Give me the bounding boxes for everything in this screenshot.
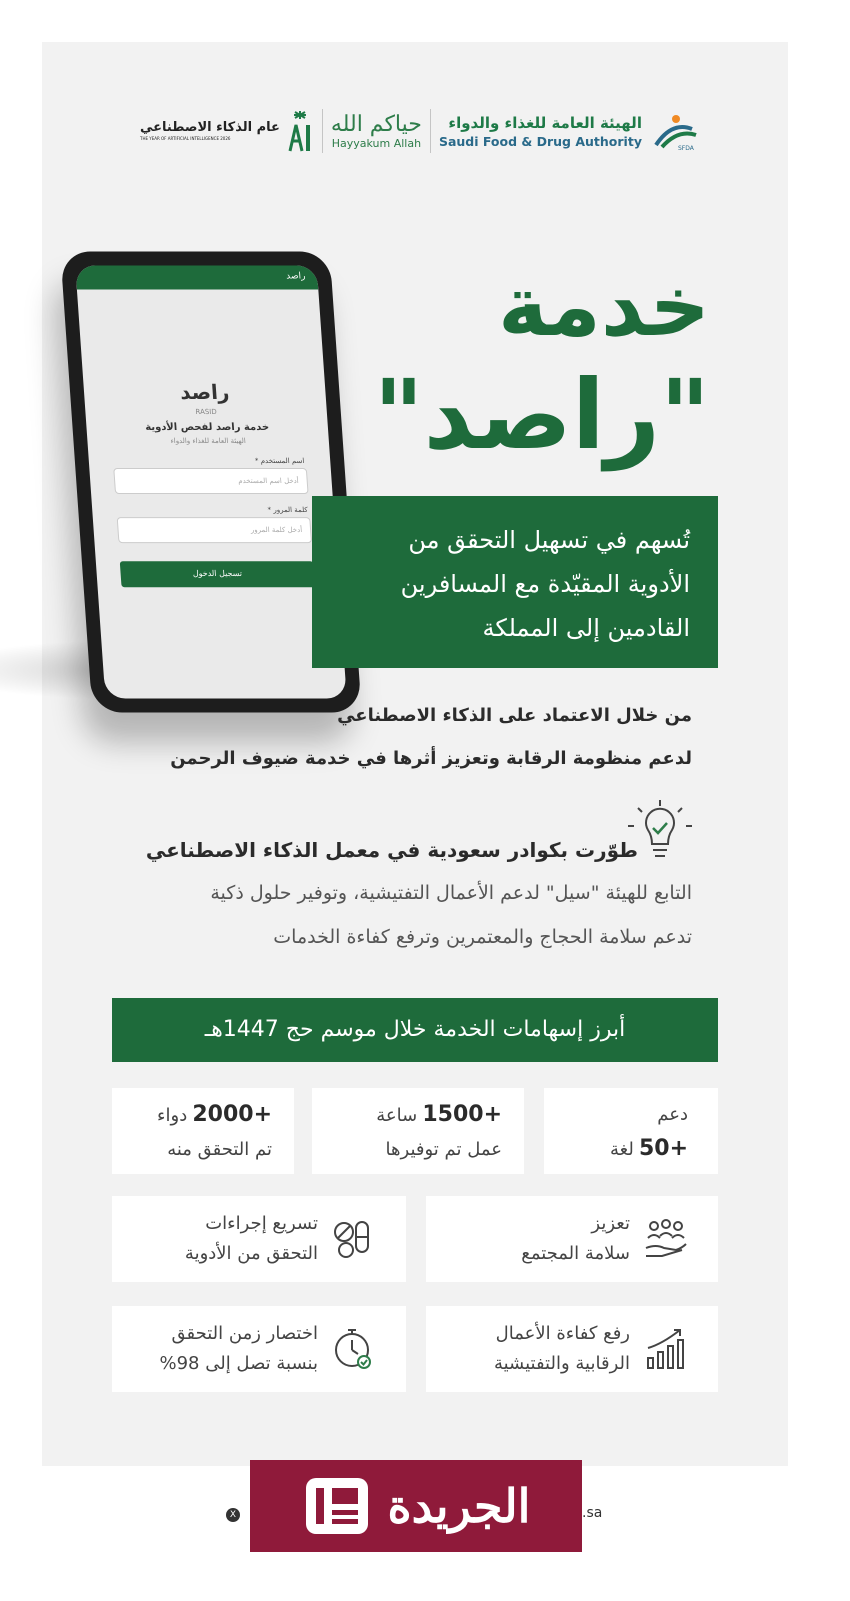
description-line: تُسهم في تسهيل التحقق من (408, 526, 690, 554)
stat-unit: لغة (610, 1139, 634, 1160)
stat-value: +50 (638, 1136, 688, 1161)
screen-app-bar: راصد (75, 265, 318, 289)
feature-line: الرقابية والتفتيشية (493, 1353, 630, 1374)
stat-unit: دواء (157, 1105, 188, 1126)
stopwatch-icon (328, 1324, 376, 1372)
feature-line: رفع كفاءة الأعمال (495, 1323, 630, 1344)
phone-mockup (76, 252, 346, 722)
growth-chart-icon (642, 1324, 690, 1372)
sfda-name-en: Saudi Food & Drug Authority (438, 133, 642, 149)
ai-logo-sub: THE YEAR OF ARTIFICIAL INTELLIGENCE 2026 (140, 136, 231, 141)
aljarida-logo-band (250, 1460, 582, 1552)
hayyakum-en: Hayyakum Allah (331, 136, 422, 150)
sfda-mark-icon (652, 111, 700, 151)
pills-icon (328, 1214, 376, 1262)
ai-year-logo (140, 109, 314, 153)
feature-line: سلامة المجتمع (521, 1243, 630, 1264)
password-label: كلمة المرور * (267, 506, 309, 515)
body-line-3: طوّرت بكوادر سعودية في معمل الذكاء الاصطناعي (145, 838, 638, 862)
stat-card-languages (544, 1088, 718, 1174)
description-box (312, 496, 718, 668)
x-social-icon[interactable]: X (226, 1508, 240, 1522)
body-line-1: من خلال الاعتماد على الذكاء الاصطناعي (337, 705, 692, 726)
feature-line: بنسبة تصل إلى 98% (159, 1353, 318, 1374)
body-line-5: تدعم سلامة الحجاج والمعتمرين وترفع كفاءة الخدمات (273, 926, 692, 948)
ai-logo-title: عام الذكاء الاصطناعي (140, 120, 280, 135)
header-logos (140, 96, 700, 166)
highlights-banner: أبرز إسهامات الخدمة خلال موسم حج 1447هـ (112, 998, 718, 1062)
logo-divider (322, 109, 323, 153)
screen-subtitle: الهيئة العامة للغذاء والدواء (170, 436, 247, 445)
screen-logo: راصد (179, 379, 231, 404)
stat-unit: ساعة (376, 1105, 418, 1126)
login-button[interactable]: تسجيل الدخول (120, 561, 315, 587)
footer-url[interactable]: .sa (582, 1505, 603, 1521)
sfda-mark-text: SFDA (677, 145, 694, 151)
stat-value: +2000 (192, 1102, 272, 1127)
description-line: القادمين إلى المملكة (482, 614, 690, 642)
screen-title: خدمة راصد لفحص الأدوية (144, 421, 270, 433)
body-line-4: التابع للهيئة "سيل" لدعم الأعمال التفتيشية، وتوفير حلول ذكية (210, 882, 692, 904)
stat-card-drugs (112, 1088, 294, 1174)
aljarida-brand: الجريدة (387, 1479, 531, 1533)
username-input[interactable]: أدخل اسم المستخدم (113, 468, 308, 494)
hayyakum-logo (331, 113, 422, 150)
community-icon (642, 1214, 690, 1262)
feature-line: التحقق من الأدوية (184, 1243, 318, 1264)
service-title-line2: "راصد" (373, 359, 710, 471)
stat-desc: دعم (657, 1104, 688, 1125)
sfda-logo (439, 111, 700, 151)
feature-line: تعزيز (591, 1213, 630, 1234)
stat-card-hours (312, 1088, 524, 1174)
password-input[interactable]: أدخل كلمة المرور (117, 517, 312, 543)
logo-divider (430, 109, 431, 153)
ai-mark-icon (286, 109, 314, 153)
body-line-2: لدعم منظومة الرقابة وتعزيز أثرها في خدمة ضيوف الرحمن (170, 748, 692, 769)
stat-desc: تم التحقق منه (167, 1139, 272, 1160)
sfda-name-ar: الهيئة العامة للغذاء والدواء (448, 113, 642, 132)
hayyakum-ar: حياكم الله (330, 111, 422, 137)
username-label: اسم المستخدم * (254, 456, 305, 465)
phone-screen (75, 265, 347, 698)
feature-line: اختصار زمن التحقق (171, 1323, 318, 1344)
stat-value: +1500 (422, 1102, 502, 1127)
feature-line: تسريع إجراءات (205, 1213, 318, 1234)
stat-desc: عمل تم توفيرها (385, 1139, 502, 1160)
screen-logo-en: RASID (195, 407, 218, 416)
service-title-line1: خدمة (497, 257, 710, 355)
description-line: الأدوية المقيّدة مع المسافرين (400, 570, 690, 598)
newspaper-icon (302, 1474, 372, 1538)
